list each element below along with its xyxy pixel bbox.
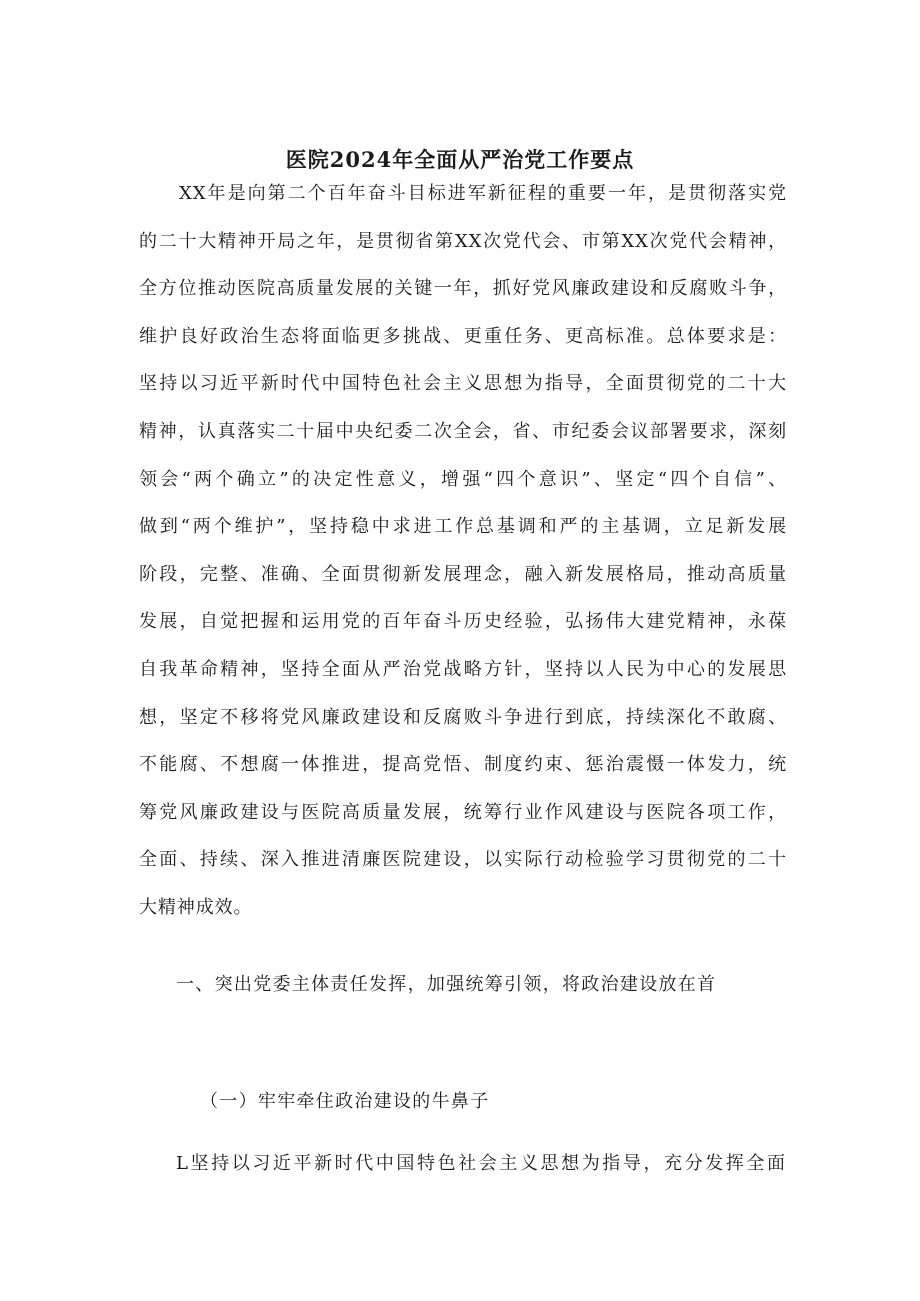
paragraph-line: 阶段，完整、准确、全面贯彻新发展理念，融入新发展格局，推动高质量 [139,563,787,585]
paragraph-line: 发展，自觉把握和运用党的百年奋斗历史经验，弘扬伟大建党精神，永葆 [139,611,787,633]
paragraph-line: 全方位推动医院高质量发展的关键一年，抓好党风廉政建设和反腐败斗争， [139,278,787,300]
paragraph-line: 坚持以习近平新时代中国特色社会主义思想为指导，全面贯彻党的二十大 [139,373,787,395]
paragraph-line: XX年是向第二个百年奋斗目标进军新征程的重要一年，是贯彻落实党 [179,183,787,204]
paragraph-line: 的二十大精神开局之年，是贯彻省第XX次党代会、市第XX次党代会精神， [139,230,787,252]
paragraph-line: 精神，认真落实二十届中央纪委二次全会，省、市纪委会议部署要求，深刻 [139,420,787,442]
paragraph-line: 想，坚定不移将党风廉政建设和反腐败斗争进行到底，持续深化不敢腐、 [139,706,787,728]
paragraph-line: 做到“两个维护”，坚持稳中求进工作总基调和严的主基调，立足新发展 [139,516,787,538]
paragraph-line: 不能腐、不想腐一体推进，提高党悟、制度约束、惩治震慑一体发力，统 [139,754,787,776]
paragraph-line: 筹党风廉政建设与医院高质量发展，统筹行业作风建设与医院各项工作， [139,801,787,823]
section-heading: 一、突出党委主体责任发挥，加强统筹引领，将政治建设放在首 [176,974,717,995]
item-paragraph-line: L坚持以习近平新时代中国特色社会主义思想为指导，充分发挥全面 [176,1153,786,1174]
subsection-heading: （一）牢牢牵住政治建设的牛鼻子 [200,1091,490,1112]
intro-paragraph [139,170,787,932]
paragraph-line: 自我革命精神，坚持全面从严治党战略方针，坚持以人民为中心的发展思 [139,658,787,680]
paragraph-line: 大精神成效。 [139,896,253,918]
paragraph-line: 维护良好政治生态将面临更多挑战、更重任务、更高标准。总体要求是： [139,325,787,347]
paragraph-line: 全面、持续、深入推进清廉医院建设，以实际行动检验学习贯彻党的二十 [139,849,787,871]
paragraph-line: 领会“两个确立”的决定性意义，增强“四个意识”、坚定“四个自信”、 [139,468,787,490]
document-title: 医院2024年全面从严治党工作要点 [285,147,635,172]
